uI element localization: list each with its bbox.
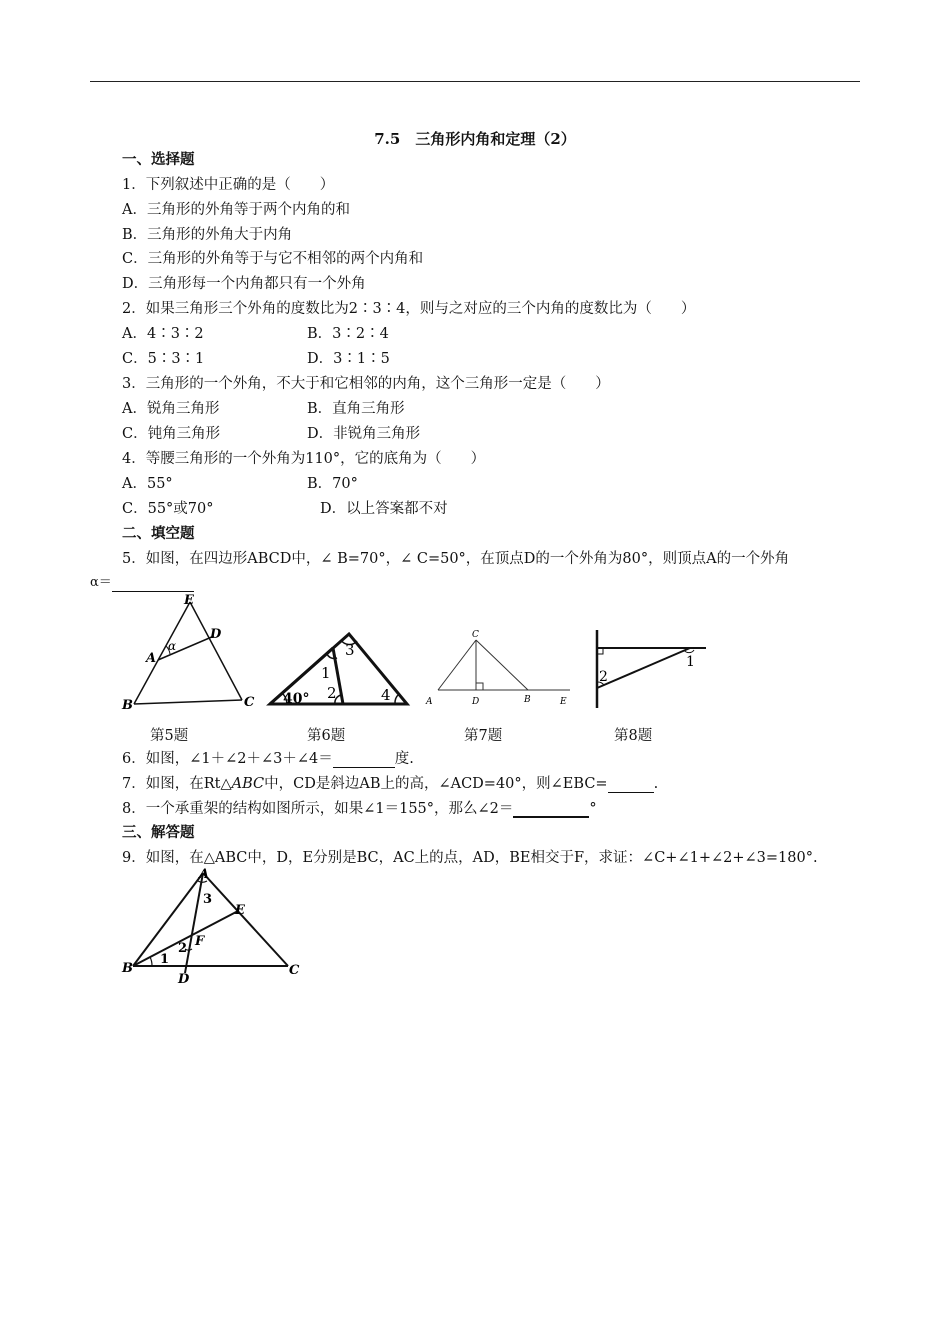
fig5-label-d: D xyxy=(210,627,222,642)
fig7-label-e: E xyxy=(560,697,567,707)
question-2-option-d: D．3∶1∶5 xyxy=(307,351,390,367)
fig9-label-b: B xyxy=(122,961,133,976)
fig9-label-a: A xyxy=(199,867,210,882)
question-5-stem: 5．如图，在四边形ABCD中，∠ B=70°，∠ C=50°，在顶点D的一个外角为80°，则顶点A的一个外角 xyxy=(122,551,790,567)
fig6-label-4: 4 xyxy=(381,686,391,704)
question-7 xyxy=(122,775,658,793)
figure-6 xyxy=(265,628,413,710)
figure-7 xyxy=(424,628,574,710)
question-1-option-c: C．三角形的外角等于与它不相邻的两个内角和 xyxy=(122,251,424,267)
header-rule xyxy=(90,81,860,82)
caption-figure-6: 第6题 xyxy=(307,728,346,744)
fig8-label-2: 2 xyxy=(599,669,608,685)
answer-blank-6[interactable] xyxy=(333,753,395,768)
answer-blank-7[interactable] xyxy=(608,778,654,793)
page-title: 7.5 三角形内角和定理（2） xyxy=(374,130,576,148)
question-8 xyxy=(122,800,597,818)
question-6-unit: 度. xyxy=(394,751,414,767)
fig5-label-alpha: α xyxy=(168,639,177,653)
question-4-option-d: D．以上答案都不对 xyxy=(320,501,448,517)
caption-figure-8: 第8题 xyxy=(614,728,653,744)
section-heading-choice: 一、选择题 xyxy=(122,151,195,168)
fig9-label-2: 2 xyxy=(178,941,188,956)
question-5-answer-line xyxy=(90,574,194,592)
section-heading-solve: 三、解答题 xyxy=(122,824,195,841)
question-4-stem: 4．等腰三角形的一个外角为110°，它的底角为（ ） xyxy=(122,451,486,467)
question-8-unit: ° xyxy=(589,801,597,817)
question-8-text: 8．一个承重架的结构如图所示，如果∠1＝155°，那么∠2＝ xyxy=(122,801,514,817)
question-2-stem: 2．如果三角形三个外角的度数比为2∶3∶4，则与之对应的三个内角的度数比为（ ） xyxy=(122,301,696,317)
question-2-option-b: B．3∶2∶4 xyxy=(307,326,389,342)
question-1-option-a: A．三角形的外角等于两个内角的和 xyxy=(122,202,350,218)
fig5-label-b: B xyxy=(122,698,133,710)
question-3-option-c: C．钝角三角形 xyxy=(122,426,221,442)
question-4-option-c: C．55°或70° xyxy=(122,501,214,517)
caption-figure-7: 第7题 xyxy=(464,728,503,744)
fig6-label-3: 3 xyxy=(345,641,355,659)
question-4-option-b: B．70° xyxy=(307,476,358,492)
question-1-stem: 1．下列叙述中正确的是（ ） xyxy=(122,177,335,193)
question-6-text: 6．如图，∠1＋∠2＋∠3＋∠4＝ xyxy=(122,751,333,767)
fig7-label-c: C xyxy=(472,630,479,640)
question-3-option-a: A．锐角三角形 xyxy=(122,401,220,417)
fig6-label-40: 40° xyxy=(283,691,310,707)
question-3-option-b: B．直角三角形 xyxy=(307,401,405,417)
caption-figure-5: 第5题 xyxy=(150,728,189,744)
fig5-label-a: A xyxy=(146,651,157,666)
fig9-label-1: 1 xyxy=(160,952,170,967)
question-3-stem: 3．三角形的一个外角，不大于和它相邻的内角，这个三角形一定是（ ） xyxy=(122,376,610,392)
fig5-label-c: C xyxy=(244,695,255,710)
question-2-option-c: C．5∶3∶1 xyxy=(122,351,205,367)
fig7-label-b: B xyxy=(524,695,531,705)
fig9-label-d: D xyxy=(178,972,190,985)
question-7-text-pre: 7．如图，在Rt△ xyxy=(122,776,232,792)
question-9-stem: 9．如图，在△ABC中，D，E分别是BC，AC上的点，AD，BE相交于F，求证：∠C+∠1+∠2+∠3=180°. xyxy=(122,850,818,866)
question-4-option-a: A．55° xyxy=(122,476,173,492)
question-7-end: . xyxy=(653,776,659,792)
fig6-label-2: 2 xyxy=(327,684,337,702)
fig8-label-1: 1 xyxy=(686,654,695,670)
answer-blank-5[interactable] xyxy=(112,577,194,592)
fig7-label-d: D xyxy=(472,697,480,707)
fig7-label-a: A xyxy=(426,697,433,707)
figure-5 xyxy=(118,592,263,710)
question-1-option-d: D．三角形每一个内角都只有一个外角 xyxy=(122,276,366,292)
figure-9 xyxy=(118,865,308,985)
figure-8 xyxy=(590,628,710,712)
question-3-option-d: D．非锐角三角形 xyxy=(307,426,421,442)
question-2-option-a: A．4∶3∶2 xyxy=(122,326,204,342)
fig9-label-c: C xyxy=(289,963,300,978)
section-heading-fill: 二、填空题 xyxy=(122,525,195,542)
fig9-label-f: F xyxy=(195,934,205,949)
question-6 xyxy=(122,750,414,768)
fig9-label-3: 3 xyxy=(203,892,213,907)
fig6-label-1: 1 xyxy=(321,664,331,682)
question-5-alpha: α＝ xyxy=(90,575,112,590)
fig9-label-e: E xyxy=(235,903,245,918)
question-7-text-mid: 中，CD是斜边AB上的高，∠ACD=40°，则∠EBC= xyxy=(264,776,608,792)
question-7-triangle-name: ABC xyxy=(231,776,265,792)
fig5-label-e: E xyxy=(184,593,194,608)
question-1-option-b: B．三角形的外角大于内角 xyxy=(122,227,293,243)
answer-blank-8[interactable] xyxy=(513,802,589,818)
